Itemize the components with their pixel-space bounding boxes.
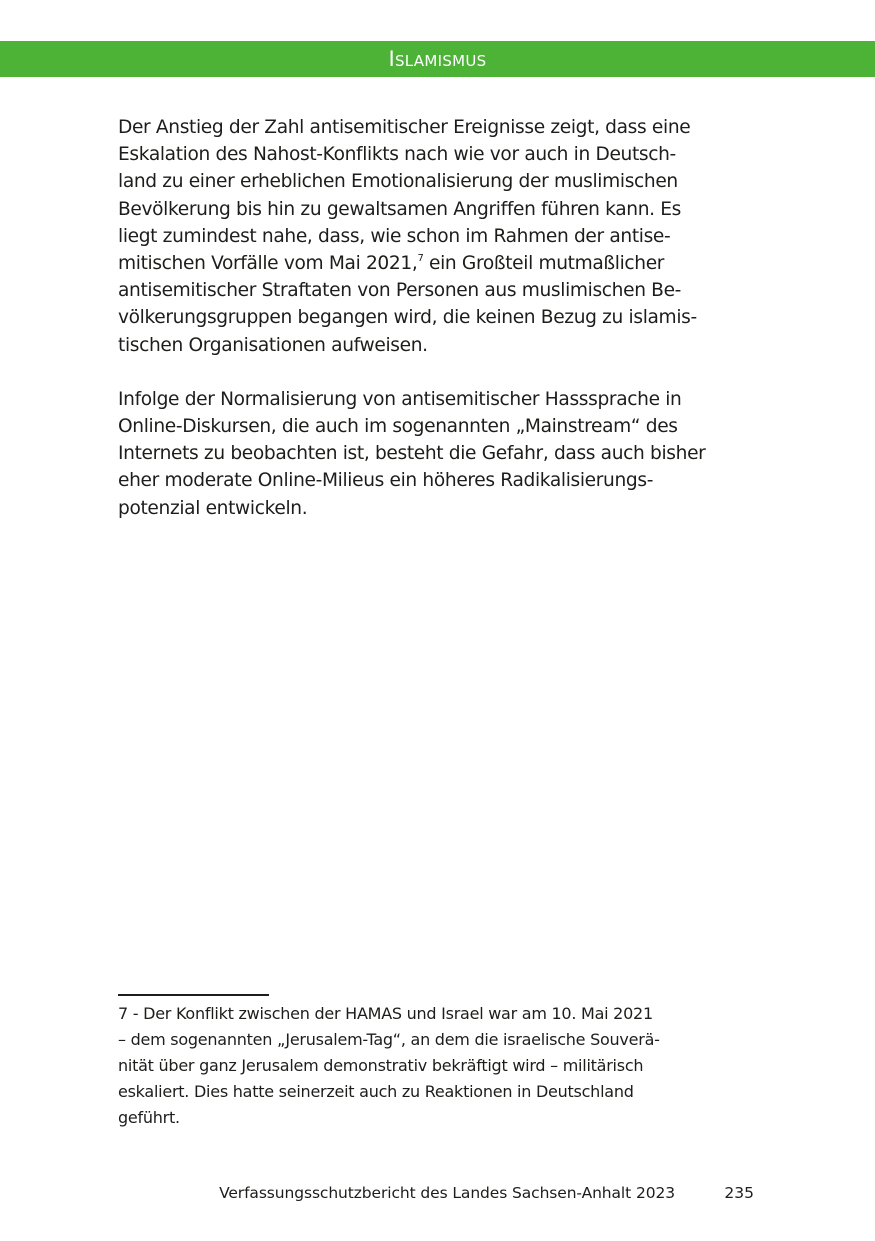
text-line: Infolge der Normalisierung von antisemitischer Hasssprache in — [118, 388, 682, 410]
footnote-line: – dem sogenannten „Jerusalem-Tag“, an dem die israelische Souverä- — [118, 1030, 660, 1049]
section-header-bar — [0, 41, 875, 77]
footer-publication-title: Verfassungsschutzbericht des Landes Sachsen-Anhalt 2023 — [219, 1184, 675, 1202]
text-line: eher moderate Online-Milieus ein höheres Radikalisierungs- — [118, 470, 654, 492]
footnote — [118, 1001, 758, 1131]
footnote-line: geführt. — [118, 1108, 180, 1127]
text-line-with-footnote — [118, 250, 763, 277]
page-number: 235 — [724, 1184, 754, 1202]
main-text — [118, 114, 763, 522]
footnote-divider — [118, 994, 269, 996]
text-line: völkerungsgruppen begangen wird, die keinen Bezug zu islamis- — [118, 307, 697, 329]
text-segment: mitischen Vorfälle vom Mai 2021, — [118, 253, 418, 275]
text-line: Eskalation des Nahost-Konflikts nach wie vor auch in Deutsch- — [118, 144, 676, 166]
text-line: Bevölkerung bis hin zu gewaltsamen Angriffen führen kann. Es — [118, 198, 681, 220]
text-line: Der Anstieg der Zahl antisemitischer Ereignisse zeigt, dass eine — [118, 117, 691, 138]
footnote-marker[interactable]: 7 — [417, 253, 424, 265]
footnote-line: eskaliert. Dies hatte seinerzeit auch zu Reaktionen in Deutschland — [118, 1082, 634, 1101]
text-line: land zu einer erheblichen Emotionalisierung der muslimischen — [118, 171, 678, 193]
footnote-line: 7 - Der Konflikt zwischen der HAMAS und Israel war am 10. Mai 2021 — [118, 1004, 653, 1023]
text-line: Internets zu beobachten ist, besteht die Gefahr, dass auch bisher — [118, 443, 706, 465]
paragraph-1 — [118, 114, 763, 359]
footnote-line: nität über ganz Jerusalem demonstrativ bekräftigt wird – militärisch — [118, 1056, 644, 1075]
text-segment: ein Großteil mutmaßlicher — [423, 253, 665, 275]
text-line: Online-Diskursen, die auch im sogenannten „Mainstream“ des — [118, 416, 678, 438]
text-line: antisemitischer Straftaten von Personen aus muslimischen Be- — [118, 280, 682, 302]
text-line: potenzial entwickeln. — [118, 497, 308, 519]
text-line: liegt zumindest nahe, dass, wie schon im Rahmen der antise- — [118, 225, 671, 247]
text-line: tischen Organisationen aufweisen. — [118, 334, 428, 356]
paragraph-2 — [118, 386, 763, 522]
section-title: Islamismus — [388, 47, 487, 71]
